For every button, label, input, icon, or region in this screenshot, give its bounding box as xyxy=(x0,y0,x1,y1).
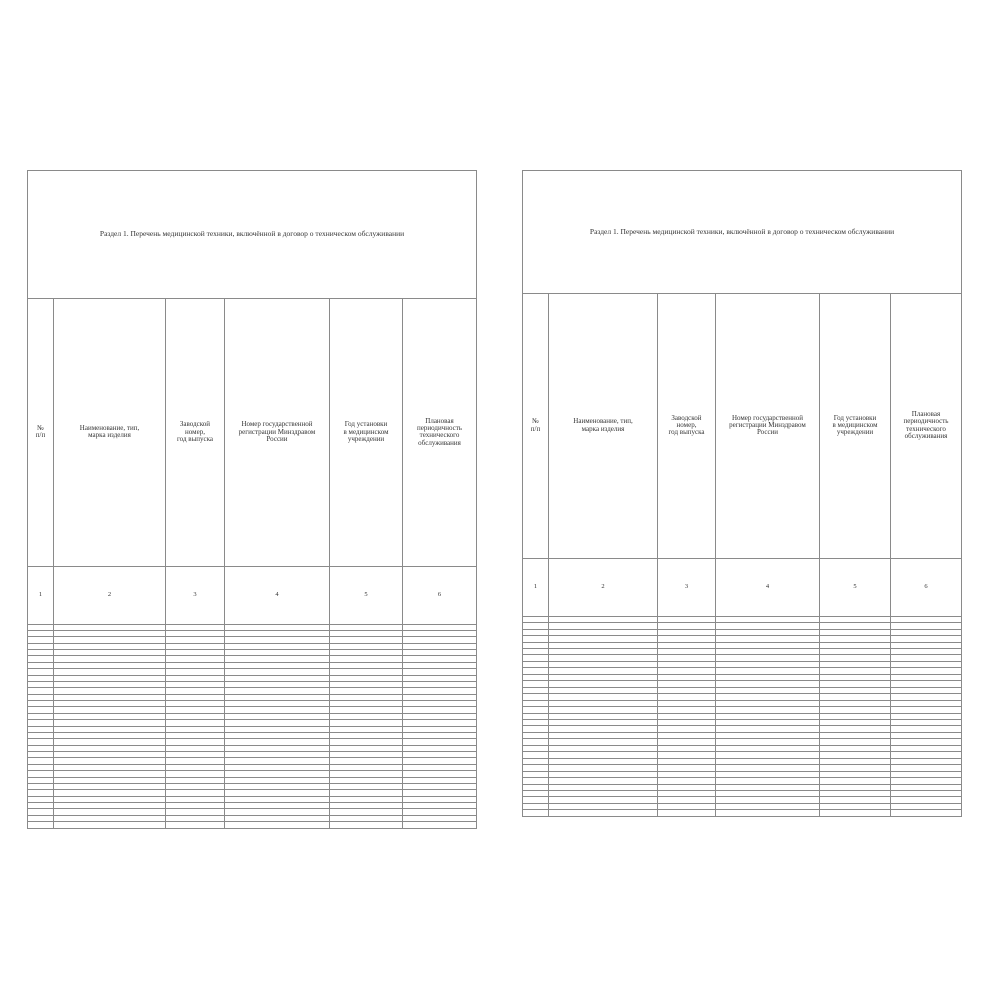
column-header-index: № п/п xyxy=(28,298,54,566)
column-number: 1 xyxy=(523,558,549,616)
column-number: 4 xyxy=(716,558,820,616)
equipment-table-left xyxy=(27,170,477,829)
column-number: 4 xyxy=(225,567,330,625)
empty-rows-left xyxy=(28,624,477,828)
table-cell xyxy=(225,822,330,829)
column-header-index: № п/п xyxy=(523,293,549,558)
column-number: 3 xyxy=(658,558,716,616)
column-number: 2 xyxy=(54,567,166,625)
column-header-registration: Номер государственной регистрации Минздравом России xyxy=(225,298,330,566)
column-number: 6 xyxy=(891,558,962,616)
column-header-name: Наименование, тип, марка изделия xyxy=(549,293,658,558)
table-row xyxy=(523,810,962,817)
column-number: 6 xyxy=(403,567,477,625)
table-cell xyxy=(166,822,225,829)
column-number: 2 xyxy=(549,558,658,616)
form-page-left xyxy=(27,170,476,829)
section-title: Раздел 1. Перечень медицинской техники, включённой в договор о техническом обслуживании xyxy=(523,171,962,294)
empty-rows-right xyxy=(523,616,962,816)
column-header-maintenance: Плановая периодичность технического обслуживания xyxy=(403,298,477,566)
column-header-name: Наименование, тип, марка изделия xyxy=(54,298,166,566)
column-number: 1 xyxy=(28,567,54,625)
column-number: 5 xyxy=(820,558,891,616)
table-cell xyxy=(716,810,820,817)
column-header-serial: Заводской номер, год выпуска xyxy=(658,293,716,558)
form-page-right xyxy=(522,170,961,817)
column-header-maintenance: Плановая периодичность технического обслуживания xyxy=(891,293,962,558)
table-row xyxy=(28,822,477,829)
table-cell xyxy=(820,810,891,817)
column-number: 5 xyxy=(330,567,403,625)
equipment-table-right xyxy=(522,170,962,817)
column-header-install-year: Год установки в медицинском учреждении xyxy=(330,298,403,566)
table-cell xyxy=(658,810,716,817)
table-cell xyxy=(523,810,549,817)
table-cell xyxy=(549,810,658,817)
table-cell xyxy=(28,822,54,829)
table-cell xyxy=(330,822,403,829)
column-header-install-year: Год установки в медицинском учреждении xyxy=(820,293,891,558)
column-number: 3 xyxy=(166,567,225,625)
table-cell xyxy=(891,810,962,817)
table-cell xyxy=(403,822,477,829)
column-header-registration: Номер государственной регистрации Минздравом России xyxy=(716,293,820,558)
table-cell xyxy=(54,822,166,829)
column-header-serial: Заводской номер, год выпуска xyxy=(166,298,225,566)
section-title: Раздел 1. Перечень медицинской техники, включённой в договор о техническом обслуживании xyxy=(28,171,477,299)
